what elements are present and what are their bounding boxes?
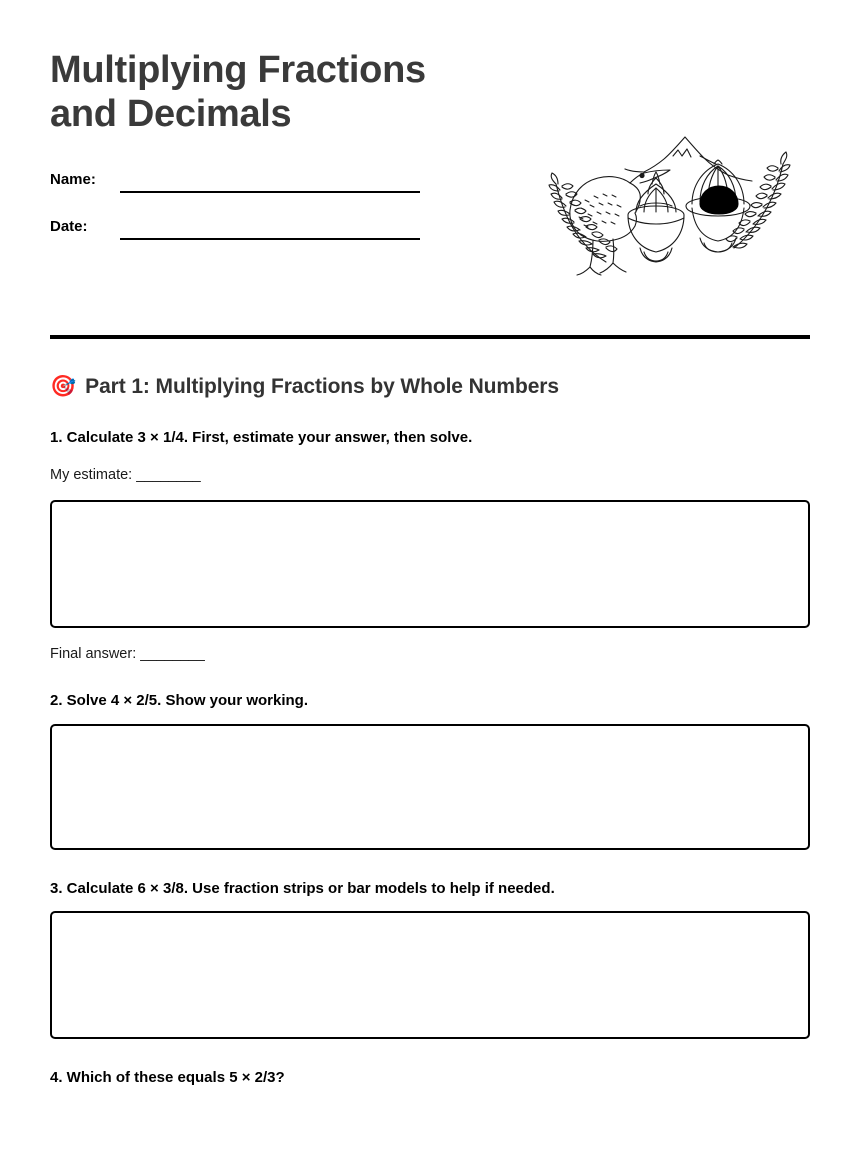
name-input-line[interactable] [120, 190, 420, 193]
question-3-answer-box[interactable] [50, 911, 810, 1039]
question-1-estimate-label[interactable]: My estimate: ________ [50, 466, 201, 483]
question-4-text: 4. Which of these equals 5 × 2/3? [50, 1068, 285, 1086]
question-1-text: 1. Calculate 3 × 1/4. First, estimate your answer, then solve. [50, 428, 473, 446]
page-title-line-2: and Decimals [50, 93, 292, 136]
date-label: Date: [50, 217, 88, 235]
question-1-final-answer-label[interactable]: Final answer: ________ [50, 645, 205, 662]
kiwi-dessert-illustration [540, 128, 805, 278]
fern-frond-left [549, 173, 617, 262]
question-3-text: 3. Calculate 6 × 3/8. Use fraction strips or bar models to help if needed. [50, 879, 555, 897]
header-divider [50, 335, 810, 339]
kiwi-bird [570, 170, 670, 275]
date-input-line[interactable] [120, 237, 420, 240]
question-2-answer-box[interactable] [50, 724, 810, 850]
direct-hit-target-icon: 🎯 [50, 375, 77, 399]
name-label: Name: [50, 170, 96, 188]
section-heading [50, 375, 810, 399]
page-title-line-1: Multiplying Fractions [50, 49, 426, 91]
question-2-text: 2. Solve 4 × 2/5. Show your working. [50, 691, 308, 709]
page-title [50, 0, 520, 137]
section-title: Part 1: Multiplying Fractions by Whole Numbers [85, 374, 559, 398]
question-1-answer-box[interactable] [50, 500, 810, 628]
